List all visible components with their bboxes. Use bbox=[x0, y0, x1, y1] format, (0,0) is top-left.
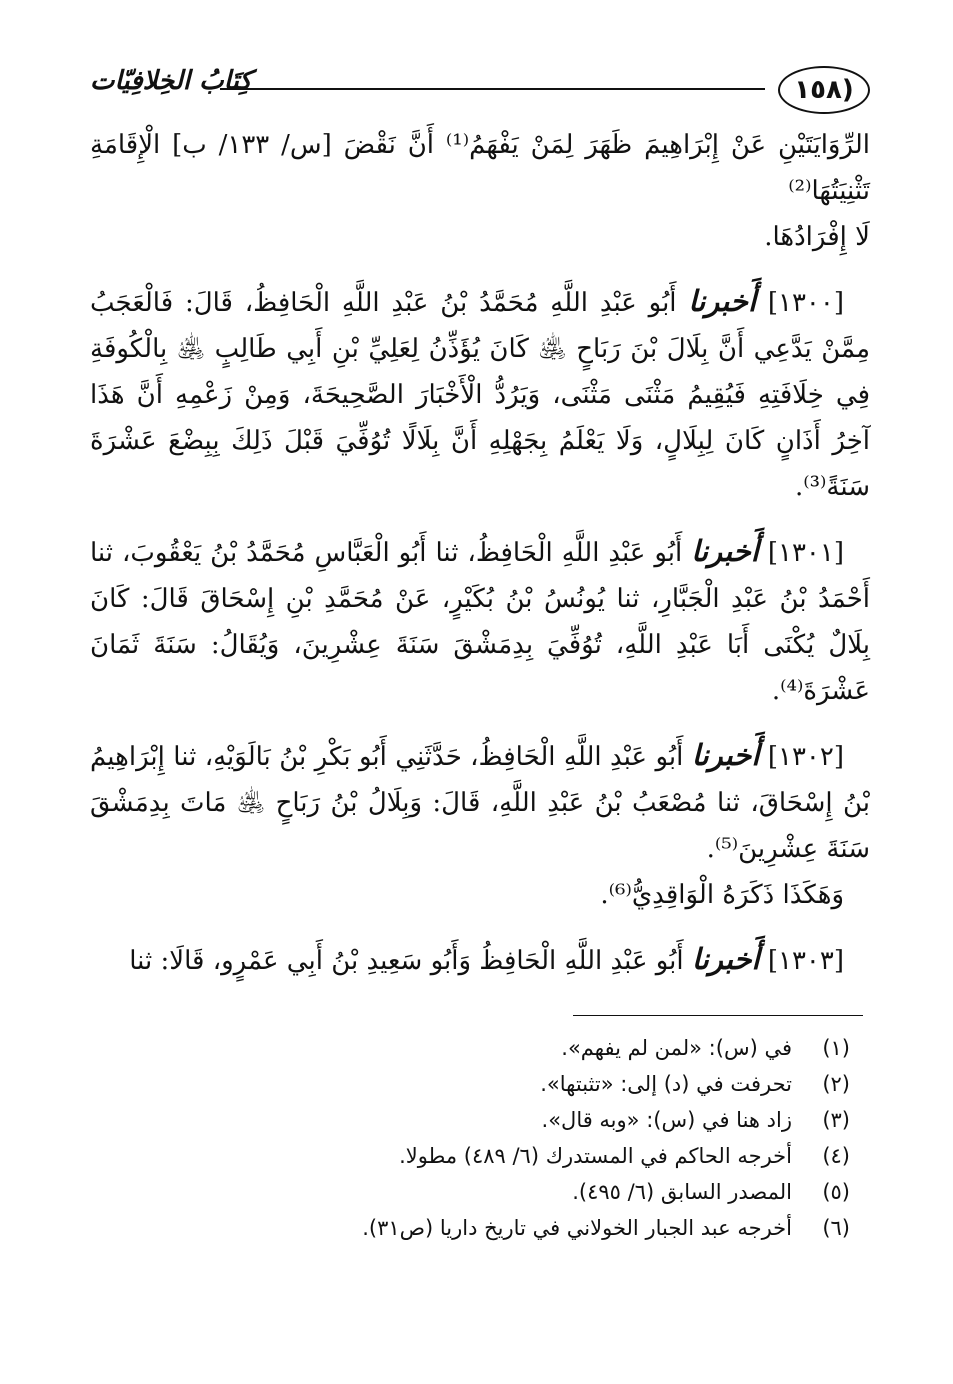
footnote-item bbox=[90, 1102, 850, 1138]
footnote-item bbox=[90, 1066, 850, 1102]
footnote-item bbox=[90, 1174, 850, 1210]
footnote-item bbox=[90, 1210, 850, 1246]
opening-line-1: الرِّوَايَتَيْنِ عَنْ إِبْرَاهِيمَ ظَهَرَ لِمَنْ يَفْهَمُ⁽¹⁾ أَنَّ نَقْضَ [س/ ١٣٣/ ب] الْإِقَامَةِ تَثْنِيَتُهَا⁽²⁾ bbox=[90, 130, 870, 206]
footnotes bbox=[90, 1030, 850, 1246]
hadith-1302 bbox=[90, 732, 870, 872]
akhbarana-label: أَخبرنا bbox=[691, 738, 760, 772]
hadith-1300 bbox=[90, 278, 870, 510]
hadith-1301 bbox=[90, 528, 870, 714]
footnote-number: (٦) bbox=[822, 1216, 850, 1240]
footnote-item bbox=[90, 1138, 850, 1174]
footnote-number: (١) bbox=[822, 1036, 850, 1060]
footnote-text: زاد هنا في (س): «وبه قال». bbox=[541, 1108, 792, 1132]
hadith-1303 bbox=[90, 936, 870, 984]
header-rule bbox=[220, 88, 765, 90]
footnote-number: (٣) bbox=[822, 1108, 850, 1132]
akhbarana-label: أَخبرنا bbox=[688, 284, 757, 318]
hadith-number: [١٣٠٣] bbox=[767, 946, 844, 976]
hadith-number: [١٣٠٢] bbox=[767, 742, 845, 772]
footnote-item bbox=[90, 1030, 850, 1066]
hadith-text: أَبُو عَبْدِ اللَّهِ الْحَافِظُ، ثنا أَبُو الْعَبَّاسِ مُحَمَّدُ بْنُ يَعْقُوبَ، ثنا أَحْمَدُ بْنُ عَبْدِ الْجَبَّارِ، ثنا يُونُسُ بْنُ بُكَيْرٍ، عَنْ مُحَمَّدِ بْنِ إِسْحَاقَ قَالَ: كَانَ بِلَالٌ يُكْنَى أَبَا عَبْدِ اللَّهِ، تُوُفِّيَ بِدِمَشْقَ سَنَةَ عِشْرِينَ، وَيُقَالُ: سَنَةَ ثَمَانَ عَشْرَةَ⁽⁴⁾. bbox=[90, 538, 870, 706]
footnote-text: أخرجه عبد الجبار الخولاني في تاريخ داريا (ص٣١). bbox=[362, 1216, 792, 1240]
page-header bbox=[90, 66, 870, 116]
hadith-number: [١٣٠٠] bbox=[767, 288, 845, 318]
footnote-number: (٢) bbox=[822, 1072, 850, 1096]
footnote-text: أخرجه الحاكم في المستدرك (٦/ ٤٨٩) مطولا. bbox=[399, 1144, 792, 1168]
footnote-text: تحرفت في (د) إلى: «تثبتها». bbox=[540, 1072, 792, 1096]
hadith-text: أَبُو عَبْدِ اللَّهِ الْحَافِظُ، حَدَّثَنِي أَبُو بَكْرِ بْنُ بَالَوَيْهِ، ثنا إِبْرَاهِيمُ بْنُ إِسْحَاقَ، ثنا مُصْعَبُ بْنُ عَبْدِ اللَّهِ، قَالَ: وَبِلَالُ بْنُ رَبَاحٍ ﵁ مَاتَ بِدِمَشْقَ سَنَةَ عِشْرِينَ⁽⁵⁾. bbox=[90, 742, 870, 864]
akhbarana-label: أَخبرنا bbox=[691, 534, 759, 568]
opening-paragraph bbox=[90, 122, 870, 260]
hadith-text: أَبُو عَبْدِ اللَّهِ الْحَافِظُ وَأَبُو سَعِيدِ بْنُ أَبِي عَمْرٍو، قَالَا: ثنا bbox=[129, 946, 684, 976]
main-text bbox=[90, 122, 870, 984]
footnote-number: (٤) bbox=[822, 1144, 850, 1168]
footnote-separator bbox=[573, 1015, 863, 1016]
footnote-text: في (س): «لمن لم يفهم». bbox=[561, 1036, 792, 1060]
opening-line-2: لَا إِفْرَادُهَا. bbox=[764, 222, 870, 252]
book-title: كِتَابُ الخِلافِيّات bbox=[90, 66, 252, 96]
page-number: (١٥٨ bbox=[778, 66, 870, 114]
hadith-number: [١٣٠١] bbox=[767, 538, 845, 568]
footnote-text: المصدر السابق (٦/ ٤٩٥). bbox=[572, 1180, 792, 1204]
waqidi-text: وَهَكَذَا ذَكَرَهُ الْوَاقِدِيُّ⁽⁶⁾. bbox=[600, 880, 844, 910]
hadith-text: أَبُو عَبْدِ اللَّهِ مُحَمَّدُ بْنُ عَبْدِ اللَّهِ الْحَافِظُ، قَالَ: فَالْعَجَبُ مِمَّنْ يَدَّعِي أَنَّ بِلَالَ بْنَ رَبَاحٍ ﵁ كَانَ يُؤَذِّنُ لِعَلِيِّ بْنِ أَبِي طَالِبٍ ﵁ بِالْكُوفَةِ فِي خِلَافَتِهِ فَيُقِيمُ مَثْنَى مَثْنَى، وَيَرُدُّ الْأَخْبَارَ الصَّحِيحَةَ، وَمِنْ زَعْمِهِ أَنَّ هَذَا آخِرُ أَذَانٍ كَانَ لِبِلَالٍ، وَلَا يَعْلَمُ بِجَهْلِهِ أَنَّ بِلَالًا تُوُفِّيَ قَبْلَ ذَلِكَ بِبِضْعَ عَشْرَةَ سَنَةً⁽³⁾. bbox=[90, 288, 870, 502]
waqidi-note bbox=[90, 872, 870, 918]
akhbarana-label: أَخبرنا bbox=[691, 942, 760, 976]
footnote-number: (٥) bbox=[822, 1180, 850, 1204]
